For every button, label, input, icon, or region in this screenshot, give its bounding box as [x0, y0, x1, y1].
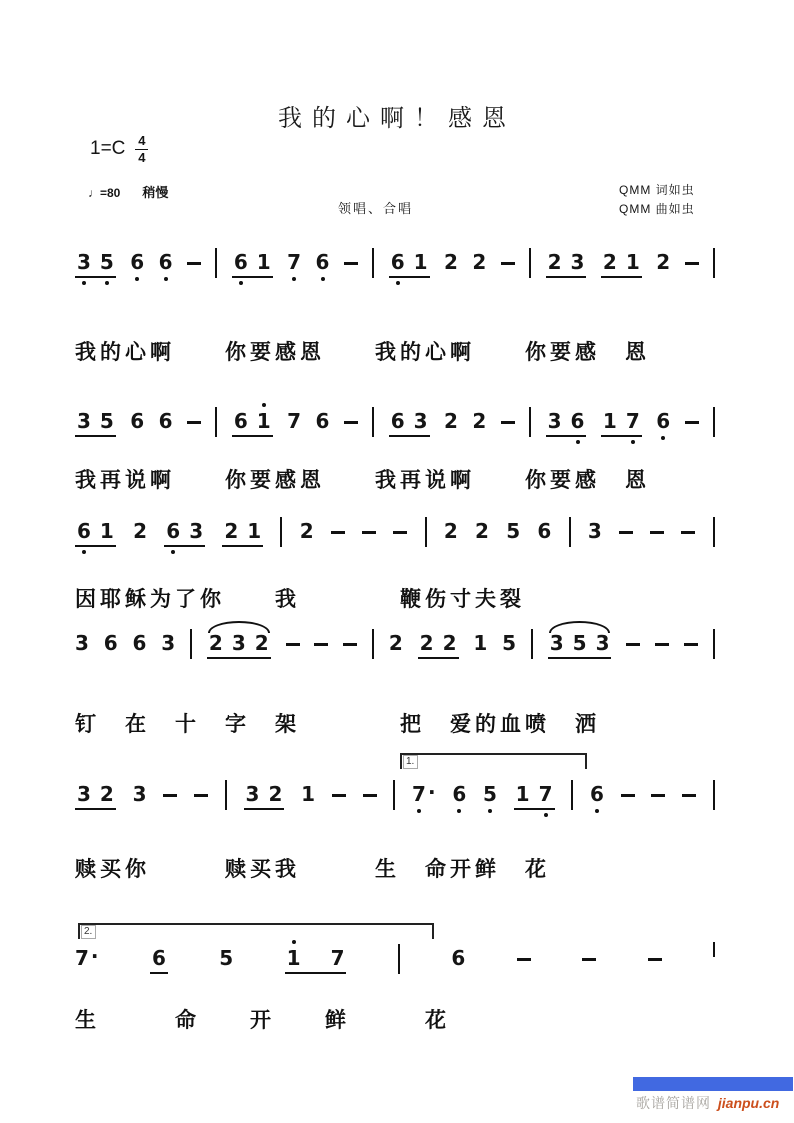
- duration-dash: [582, 958, 596, 961]
- note: 1: [99, 519, 114, 543]
- note: 7: [287, 409, 302, 433]
- duration-dash: [685, 262, 699, 265]
- note: 2: [99, 782, 114, 806]
- music-line-6: [75, 944, 715, 982]
- note: 7 ·: [75, 944, 99, 970]
- note: 3: [595, 631, 610, 655]
- beamed-group: [222, 521, 263, 547]
- note: 7: [539, 784, 553, 804]
- note: 2: [299, 519, 314, 543]
- beamed-group: [232, 252, 273, 278]
- note: 3: [587, 519, 602, 543]
- barline: [713, 407, 715, 437]
- octave-dot-high: [292, 940, 296, 944]
- note: 2: [444, 250, 458, 274]
- barline: [713, 780, 715, 810]
- note: 5: [502, 631, 517, 655]
- note: 6: [130, 409, 145, 433]
- note: 2: [472, 409, 487, 433]
- note: 6: [590, 784, 604, 804]
- barline: [393, 780, 395, 810]
- music-line-2: [75, 411, 715, 445]
- note: 2: [602, 250, 617, 274]
- barline: [398, 944, 400, 974]
- note: 3: [570, 250, 585, 274]
- note: 2: [224, 519, 239, 543]
- note: 3: [245, 782, 260, 806]
- octave-dot-low: [105, 281, 109, 285]
- note: 5: [100, 252, 114, 272]
- watermark-site-name: 歌谱简谱网: [636, 1095, 711, 1111]
- note: 1: [515, 782, 530, 806]
- barline: [713, 942, 715, 957]
- barline: [713, 629, 715, 659]
- lyrics-line-2: 我再说啊 你要感恩 我再说啊 你要感 恩: [75, 469, 650, 492]
- octave-dot-low: [135, 277, 139, 281]
- lyrics-line-6: 生 命 开 鲜 花: [75, 1009, 450, 1032]
- note: 5: [483, 784, 497, 804]
- key-signature: [90, 134, 148, 164]
- beamed-group: [75, 411, 116, 437]
- note: 1: [256, 250, 271, 274]
- octave-dot-low: [164, 277, 168, 281]
- note: 6: [132, 631, 147, 655]
- note: 3: [547, 409, 562, 433]
- note: 3: [413, 409, 428, 433]
- duration-dash: [685, 421, 699, 424]
- beamed-group: [389, 411, 430, 437]
- note: 6: [234, 252, 248, 272]
- duration-dash: [393, 531, 407, 534]
- duration-dash: [621, 794, 635, 797]
- note: 6: [390, 409, 405, 433]
- barline: [713, 248, 715, 278]
- note: 1: [301, 782, 316, 806]
- octave-dot-high: [262, 403, 266, 407]
- lyricist-credit: QMM 词如虫: [619, 183, 695, 197]
- note: 3: [132, 782, 147, 806]
- octave-dot-low: [595, 809, 599, 813]
- duration-dash: [681, 531, 695, 534]
- barline: [569, 517, 571, 547]
- note: 6: [391, 252, 405, 272]
- note: 3: [77, 782, 91, 806]
- note: 6: [166, 521, 180, 541]
- note: 7: [626, 411, 640, 431]
- duration-dash: [344, 421, 358, 424]
- barline: [190, 629, 192, 659]
- tempo-row: [88, 182, 168, 201]
- duration-dash: [655, 643, 669, 646]
- octave-dot-low: [82, 281, 86, 285]
- highlight-bar: [633, 1077, 793, 1091]
- credits: [619, 181, 695, 219]
- note: 1: [602, 409, 617, 433]
- note: 3: [75, 631, 89, 655]
- time-signature: [135, 134, 148, 164]
- lyrics-line-5: 赎买你 赎买我 生 命开鲜 花: [75, 858, 550, 881]
- beamed-group: [285, 948, 347, 974]
- duration-dash: [344, 262, 358, 265]
- duration-dash: [187, 262, 201, 265]
- note: 7 ·: [412, 784, 436, 804]
- duration-dash: [363, 794, 377, 797]
- beamed-group: [164, 521, 205, 547]
- note: 2: [475, 519, 489, 543]
- note: 1: [625, 250, 640, 274]
- barline: [425, 517, 427, 547]
- note: 6: [77, 521, 91, 541]
- octave-dot-low: [417, 809, 421, 813]
- beamed-group: [601, 252, 642, 278]
- octave-dot-low: [631, 440, 635, 444]
- note: 2: [208, 631, 223, 655]
- barline: [531, 629, 533, 659]
- beamed-group-slur: [548, 633, 612, 659]
- barline: [215, 248, 217, 278]
- barline: [372, 629, 374, 659]
- note: 2: [443, 519, 458, 543]
- barline: [372, 248, 374, 278]
- note: 7: [330, 946, 345, 970]
- note: 2: [472, 250, 487, 274]
- beamed-group: [546, 252, 587, 278]
- duration-dash: [619, 531, 633, 534]
- note: 7: [287, 252, 301, 272]
- note: 3: [77, 252, 91, 272]
- time-signature-bottom: 4: [138, 149, 146, 165]
- note: 1: [413, 250, 428, 274]
- performance-part-label: 领唱、合唱: [338, 201, 414, 216]
- note: 1: [247, 519, 262, 543]
- note: 6: [656, 411, 670, 431]
- beamed-group: [389, 252, 430, 278]
- note: 5: [99, 409, 114, 433]
- note: 2: [547, 250, 562, 274]
- barline: [713, 517, 715, 547]
- barline: [529, 248, 531, 278]
- duration-dash: [626, 643, 640, 646]
- note: 6: [452, 784, 466, 804]
- volta-bracket-2: [78, 923, 434, 939]
- barline: [372, 407, 374, 437]
- octave-dot-low: [457, 809, 461, 813]
- note: 6: [233, 409, 248, 433]
- composer-credit: QMM 曲如虫: [619, 202, 695, 217]
- note: 2: [133, 519, 148, 543]
- key-label: 1=C: [90, 138, 126, 160]
- song-title: 我的心啊！感恩: [278, 106, 516, 132]
- lyrics-line-1: 我的心啊 你要感恩 我的心啊 你要感 恩: [75, 341, 650, 364]
- beamed-group: [75, 521, 116, 547]
- beamed-group: [514, 784, 555, 810]
- note: 3: [161, 631, 176, 655]
- note: 1: [473, 631, 488, 655]
- time-signature-top: 4: [138, 133, 146, 148]
- watermark-site-link[interactable]: jianpu.cn: [717, 1095, 780, 1111]
- octave-dot-low: [544, 813, 548, 817]
- duration-dash: [331, 531, 345, 534]
- note: 6: [571, 411, 585, 431]
- note: 6: [159, 252, 173, 272]
- note: 6: [130, 252, 144, 272]
- barline: [529, 407, 531, 437]
- beamed-group: [546, 411, 587, 437]
- beamed-group: [75, 252, 116, 278]
- note: 2: [254, 631, 269, 655]
- note: 6: [151, 946, 166, 970]
- tempo-text: 稍慢: [142, 185, 169, 200]
- volta-label-1: 1.: [403, 755, 418, 769]
- barline: [571, 780, 573, 810]
- note: 2: [419, 631, 434, 655]
- music-line-1: [75, 252, 715, 286]
- duration-dash: [194, 794, 208, 797]
- duration-dash: [682, 794, 696, 797]
- duration-dash: [343, 643, 357, 646]
- duration-dash: [187, 421, 201, 424]
- note: 6: [451, 946, 466, 970]
- duration-dash: [648, 958, 662, 961]
- duration-dash: [332, 794, 346, 797]
- lyrics-line-4: 钉 在 十 字 架 把 爱的血喷 洒: [75, 713, 600, 736]
- octave-dot-low: [292, 277, 296, 281]
- duration-dash: [684, 643, 698, 646]
- octave-dot-low: [321, 277, 325, 281]
- beamed-group-slur: [207, 633, 271, 659]
- octave-dot-low: [239, 281, 243, 285]
- octave-dot-low: [82, 550, 86, 554]
- beamed-group: [244, 784, 285, 810]
- barline: [215, 407, 217, 437]
- volta-bracket-1: [400, 753, 587, 769]
- music-line-3: [75, 521, 715, 555]
- beamed-group: [418, 633, 459, 659]
- note: 2: [268, 782, 283, 806]
- note: 5: [219, 946, 234, 970]
- music-line-5: [75, 780, 715, 818]
- note: 5: [506, 519, 521, 543]
- octave-dot-low: [661, 436, 665, 440]
- note: 5: [572, 631, 587, 655]
- note: 1: [257, 411, 271, 431]
- note: 2: [388, 631, 403, 655]
- duration-dash: [517, 958, 531, 961]
- duration-dash: [501, 421, 515, 424]
- augmentation-dot: ·: [427, 780, 436, 804]
- barline: [280, 517, 282, 547]
- duration-dash: [163, 794, 177, 797]
- note: 6: [315, 409, 330, 433]
- duration-dash: [651, 794, 665, 797]
- music-line-4: [75, 633, 715, 667]
- beamed-group: [75, 784, 116, 810]
- beamed-group: [232, 411, 273, 437]
- octave-dot-low: [488, 809, 492, 813]
- duration-dash: [362, 531, 376, 534]
- augmentation-dot: ·: [90, 944, 99, 968]
- note: 6: [316, 252, 330, 272]
- note: 3: [549, 631, 564, 655]
- watermark: [636, 1093, 779, 1113]
- lyrics-line-3: 因耶稣为了你 我 鞭伤寸夫裂: [75, 588, 525, 611]
- volta-label-2: 2.: [81, 925, 96, 939]
- duration-dash: [314, 643, 328, 646]
- note: 3: [231, 631, 246, 655]
- beamed-group: [601, 411, 642, 437]
- barline: [225, 780, 227, 810]
- octave-dot-low: [576, 440, 580, 444]
- tempo-marking: ♩=80: [88, 186, 121, 200]
- note: 2: [444, 409, 458, 433]
- duration-dash: [286, 643, 300, 646]
- note: 6: [158, 409, 173, 433]
- note: 6: [537, 519, 552, 543]
- octave-dot-low: [396, 281, 400, 285]
- duration-dash: [501, 262, 515, 265]
- duration-dash: [650, 531, 664, 534]
- octave-dot-low: [171, 550, 175, 554]
- beamed-group: [150, 948, 168, 974]
- note: 2: [656, 250, 671, 274]
- note: 3: [77, 409, 91, 433]
- note: 2: [442, 631, 457, 655]
- note: 3: [189, 519, 204, 543]
- note: 1: [287, 948, 301, 968]
- note: 6: [103, 631, 118, 655]
